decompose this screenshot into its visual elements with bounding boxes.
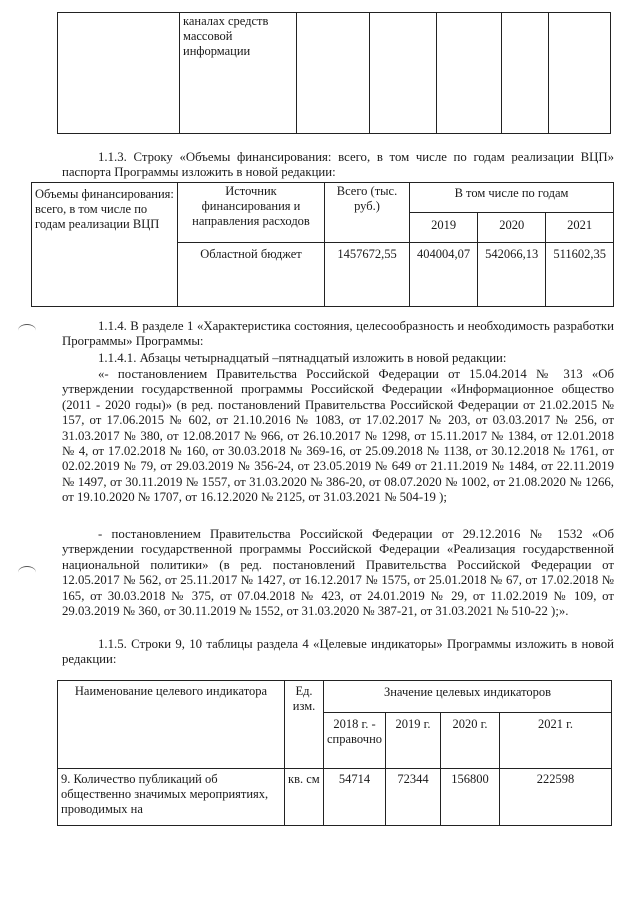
finance-table bbox=[31, 182, 614, 307]
paragraph-1-1-3: 1.1.3. Строку «Объемы финансирования: всего, в том числе по годам реализации ВЦП» паспорта Программы изложить в новой редакции: bbox=[62, 150, 614, 180]
paragraph-1-1-4-1: 1.1.4.1. Абзацы четырнадцатый –пятнадцатый изложить в новой редакции: bbox=[98, 351, 507, 365]
indicator-value-2020: 156800 bbox=[441, 769, 500, 826]
top-table-cell-6 bbox=[502, 13, 549, 134]
indicator-year-2020: 2020 г. bbox=[441, 713, 500, 769]
indicator-table bbox=[57, 680, 612, 826]
indicator-name-header: Наименование целевого индикатора bbox=[58, 681, 285, 769]
top-table-cell-3 bbox=[297, 13, 370, 134]
paragraph-quote-1: «- постановлением Правительства Российской Федерации от 15.04.2014 № 313 «Об утверждении государственной программы Российской Федерации «Информационное общество (2011 - 2020 годы)» (в ред. постановлений Правительства Российской Федерации от 21.02.2015 № 157, от 17.06.2015 № 602, от 21.10.2016 № 1083, от 17.02.2017 № 203, от 03.03.2017 № 256, от 31.03.2017 № 380, от 12.08.2017 № 966, от 26.10.2017 № 1298, от 15.11.2017 № 1384, от 12.01.2018 № 4, от 17.02.2018 № 160, от 30.03.2018 № 369-16, от 25.09.2018 № 1138, от 30.12.2018 № 1761, от 02.02.2019 № 79, от 29.03.2019 № 356-24, от 23.05.2019 № 649 от 21.11.2019 № 1484, от 22.11.2019 № 1497, от 30.11.2019 № 1557, от 31.03.2020 № 386-20, от 08.07.2020 № 1002, от 21.08.2020 № 1266, от 19.10.2020 № 1707, от 16.12.2020 № 2125, от 31.03.2021 № 504-19 ); bbox=[62, 367, 614, 505]
top-table-fragment bbox=[57, 12, 611, 134]
finance-value-2020: 542066,13 bbox=[478, 242, 546, 306]
finance-years-header: В том числе по годам bbox=[410, 183, 614, 213]
finance-year-2019: 2019 bbox=[410, 212, 478, 242]
indicator-row-name: 9. Количество публикаций об общественно значимых мероприятиях, проводимых на bbox=[58, 769, 285, 826]
finance-year-2020: 2020 bbox=[478, 212, 546, 242]
finance-row-label: Объемы финансирования: всего, в том числе по годам реализации ВЦП bbox=[32, 183, 178, 307]
top-table-cell-1 bbox=[58, 13, 180, 134]
finance-source: Областной бюджет bbox=[178, 242, 325, 306]
indicator-year-2021: 2021 г. bbox=[500, 713, 612, 769]
indicator-value-2021: 222598 bbox=[500, 769, 612, 826]
indicator-unit-header: Ед. изм. bbox=[285, 681, 324, 769]
top-table-cell-4 bbox=[370, 13, 437, 134]
indicator-value-2018: 54714 bbox=[324, 769, 386, 826]
indicator-value-2019: 72344 bbox=[386, 769, 441, 826]
indicator-year-2019: 2019 г. bbox=[386, 713, 441, 769]
top-table-cell-2 bbox=[180, 13, 297, 134]
top-table-cell-7 bbox=[549, 13, 611, 134]
paragraph-1-1-5: 1.1.5. Строки 9, 10 таблицы раздела 4 «Целевые индикаторы» Программы изложить в новой редакции: bbox=[62, 637, 614, 667]
top-table-text: каналах средств массовой информации bbox=[183, 14, 269, 58]
indicator-year-2018: 2018 г. - справочно bbox=[324, 713, 386, 769]
paragraph-quote-2: - постановлением Правительства Российской Федерации от 29.12.2016 № 1532 «Об утверждении государственной программы Российской Федерации «Реализация государственной национальной политики» (в ред. постановлений Правительства Российской Федерации от 12.05.2017 № 562, от 25.11.2017 № 1427, от 16.12.2017 № 1575, от 25.01.2018 № 67, от 17.02.2018 № 165, от 30.03.2018 № 375, от 07.04.2018 № 423, от 24.01.2019 № 29, от 11.02.2019 № 109, от 29.03.2019 № 360, от 30.11.2019 № 1552, от 31.03.2020 № 387-21, от 31.03.2021 № 510-22 );». bbox=[62, 527, 614, 619]
indicator-values-header: Значение целевых индикаторов bbox=[324, 681, 612, 713]
finance-total-header: Всего (тыс. руб.) bbox=[325, 183, 410, 243]
finance-value-2021: 511602,35 bbox=[546, 242, 614, 306]
paragraph-1-1-4: 1.1.4. В разделе 1 «Характеристика состояния, целесообразность и необходимость разработки Программы» Программы: bbox=[62, 319, 614, 349]
scan-margin-mark bbox=[18, 324, 36, 337]
scan-margin-mark-2 bbox=[18, 566, 36, 579]
finance-source-header: Источник финансирования и направления расходов bbox=[178, 183, 325, 243]
indicator-row-unit: кв. см bbox=[285, 769, 324, 826]
top-table-cell-5 bbox=[437, 13, 502, 134]
finance-value-2019: 404004,07 bbox=[410, 242, 478, 306]
finance-year-2021: 2021 bbox=[546, 212, 614, 242]
finance-total: 1457672,55 bbox=[325, 242, 410, 306]
